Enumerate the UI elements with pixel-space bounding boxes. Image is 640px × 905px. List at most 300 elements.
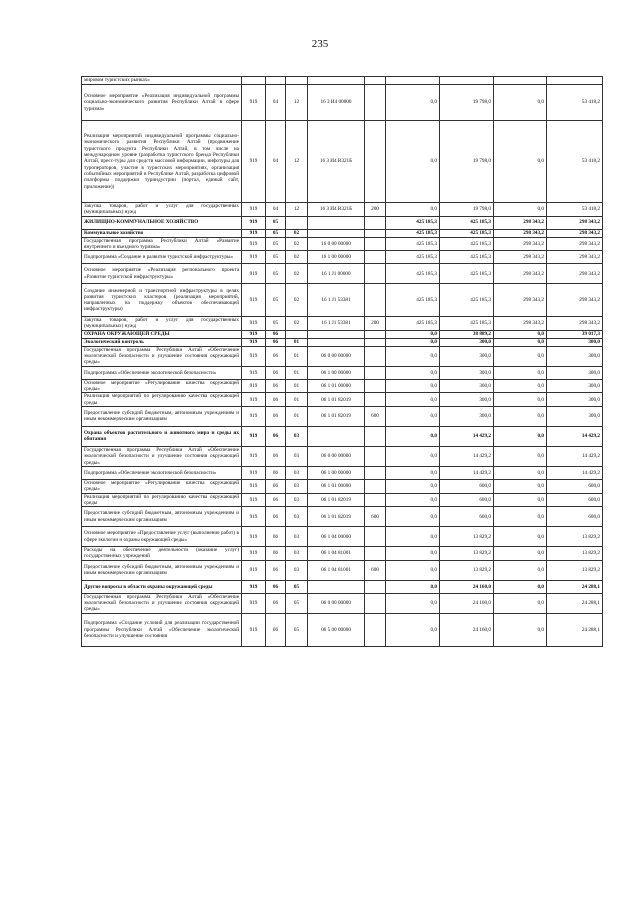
- table-row: [82, 121, 603, 203]
- row-target-code: 16 1 J1 53381: [308, 284, 365, 317]
- row-amount-4: 298 343,2: [547, 317, 603, 331]
- row-amount-4: 300,0: [547, 406, 603, 426]
- row-amount-3: 0,0: [494, 593, 547, 613]
- row-section-code: 05: [266, 264, 286, 284]
- table-row: [82, 77, 603, 85]
- row-expense-type-code: [365, 613, 386, 646]
- row-gr-code: 919: [242, 366, 266, 379]
- row-target-code: 16 3 И4 R321Б: [308, 203, 365, 217]
- row-subsection-code: 02: [286, 229, 308, 237]
- row-subsection-code: 03: [286, 493, 308, 507]
- row-section-code: 06: [266, 613, 286, 646]
- row-subsection-code: 03: [286, 446, 308, 466]
- row-expense-type-code: [365, 229, 386, 237]
- row-amount-4: 39 017,3: [547, 330, 603, 338]
- row-subsection-code: 03: [286, 507, 308, 527]
- table-row: [82, 560, 603, 580]
- row-gr-code: 919: [242, 580, 266, 593]
- row-expense-type-code: [365, 338, 386, 346]
- row-name: Подпрограмма «Обеспечение экологической безопасности»: [82, 466, 242, 479]
- table-row: [82, 338, 603, 346]
- row-expense-type-code: [365, 379, 386, 393]
- row-name: мировом туристских рынках»: [82, 77, 242, 85]
- row-amount-2: 300,0: [440, 393, 494, 407]
- row-amount-3: 0,0: [494, 330, 547, 338]
- row-expense-type-code: [365, 85, 386, 121]
- row-expense-type-code: [365, 593, 386, 613]
- table-row: [82, 229, 603, 237]
- row-amount-3: 0,0: [494, 203, 547, 217]
- row-name: Государственная программа Республики Алтай «Обеспечение экологической безопасности и улучшение состояния окружающей среды»: [82, 346, 242, 366]
- row-amount-2: 14 429,2: [440, 426, 494, 446]
- row-gr-code: 919: [242, 466, 266, 479]
- row-target-code: 06 0 00 00000: [308, 346, 365, 366]
- table-row: [82, 446, 603, 466]
- row-gr-code: 919: [242, 479, 266, 493]
- row-name: Основное мероприятие «Реализация индивидуальной программы социально-экономического развития Республики Алтай в сфере туризма»: [82, 85, 242, 121]
- row-section-code: 05: [266, 251, 286, 264]
- row-amount-1: 425 185,3: [386, 317, 440, 331]
- row-amount-4: 24 288,1: [547, 580, 603, 593]
- row-section-code: 05: [266, 284, 286, 317]
- row-target-code: 06 1 00 00000: [308, 466, 365, 479]
- table-row: [82, 346, 603, 366]
- row-expense-type-code: 200: [365, 203, 386, 217]
- row-expense-type-code: [365, 284, 386, 317]
- row-subsection-code: 02: [286, 264, 308, 284]
- row-amount-2: 300,0: [440, 366, 494, 379]
- row-name: Государственная программа Республики Алтай «Развитие внутреннего и въездного туризма»: [82, 237, 242, 251]
- row-amount-4: 298 343,2: [547, 237, 603, 251]
- row-expense-type-code: [365, 237, 386, 251]
- row-amount-1: 0,0: [386, 613, 440, 646]
- row-amount-4: 298 343,2: [547, 284, 603, 317]
- row-amount-1: 425 185,3: [386, 216, 440, 229]
- row-amount-4: 13 829,2: [547, 560, 603, 580]
- row-amount-1: 0,0: [386, 479, 440, 493]
- row-expense-type-code: [365, 251, 386, 264]
- row-expense-type-code: 600: [365, 507, 386, 527]
- row-name: Государственная программа Республики Алтай «Обеспечение экологической безопасности и улучшение состояния окружающей среды»: [82, 446, 242, 466]
- table-row: [82, 237, 603, 251]
- row-gr-code: 919: [242, 203, 266, 217]
- row-amount-1: 0,0: [386, 493, 440, 507]
- row-section-code: 06: [266, 366, 286, 379]
- row-expense-type-code: [365, 264, 386, 284]
- table-row: [82, 580, 603, 593]
- row-amount-1: [386, 77, 440, 85]
- row-amount-2: 425 185,3: [440, 264, 494, 284]
- row-amount-4: 300,0: [547, 366, 603, 379]
- row-amount-3: 0,0: [494, 346, 547, 366]
- row-amount-3: 0,0: [494, 85, 547, 121]
- row-target-code: 06 1 04 81001: [308, 547, 365, 561]
- row-gr-code: 919: [242, 317, 266, 331]
- row-gr-code: 919: [242, 284, 266, 317]
- row-section-code: 06: [266, 493, 286, 507]
- row-amount-4: 24 288,1: [547, 613, 603, 646]
- row-name: Предоставление субсидий бюджетным, автономным учреждениям и иным некоммерческим организациям: [82, 406, 242, 426]
- row-amount-2: 19 798,0: [440, 85, 494, 121]
- row-gr-code: 919: [242, 330, 266, 338]
- table-row: [82, 203, 603, 217]
- row-section-code: 05: [266, 317, 286, 331]
- row-amount-4: 13 829,2: [547, 527, 603, 547]
- row-amount-4: 53 418,2: [547, 203, 603, 217]
- row-amount-3: 0,0: [494, 493, 547, 507]
- row-name: Подпрограмма «Создание и развитие туристской инфраструктуры»: [82, 251, 242, 264]
- row-amount-2: 425 185,3: [440, 229, 494, 237]
- table-row: [82, 493, 603, 507]
- row-amount-2: 300,0: [440, 379, 494, 393]
- row-amount-2: 425 185,3: [440, 284, 494, 317]
- table-row: [82, 264, 603, 284]
- row-expense-type-code: [365, 426, 386, 446]
- row-gr-code: 919: [242, 426, 266, 446]
- row-section-code: 05: [266, 229, 286, 237]
- row-expense-type-code: [365, 547, 386, 561]
- row-amount-4: [547, 77, 603, 85]
- row-subsection-code: 03: [286, 479, 308, 493]
- row-amount-3: 0,0: [494, 479, 547, 493]
- row-name: Предоставление субсидий бюджетным, автономным учреждениям и иным некоммерческим организациям: [82, 560, 242, 580]
- table-row: [82, 85, 603, 121]
- row-subsection-code: 02: [286, 237, 308, 251]
- row-amount-2: 24 160,0: [440, 613, 494, 646]
- row-amount-1: 425 185,3: [386, 237, 440, 251]
- row-target-code: 06 5 00 00000: [308, 613, 365, 646]
- table-row: [82, 547, 603, 561]
- row-amount-4: 53 418,2: [547, 121, 603, 203]
- row-amount-2: 13 829,2: [440, 560, 494, 580]
- row-name: Подпрограмма «Создание условий для реализации государственной программы Республики Алтай «Обеспечение экологической безопасности и улучшение состояния: [82, 613, 242, 646]
- row-amount-4: 298 343,2: [547, 216, 603, 229]
- row-subsection-code: 01: [286, 393, 308, 407]
- row-target-code: 06 0 00 00000: [308, 446, 365, 466]
- row-amount-1: 0,0: [386, 446, 440, 466]
- row-expense-type-code: 200: [365, 317, 386, 331]
- row-gr-code: 919: [242, 346, 266, 366]
- row-amount-4: 13 829,2: [547, 547, 603, 561]
- row-amount-3: 0,0: [494, 426, 547, 446]
- row-amount-4: 14 429,2: [547, 466, 603, 479]
- row-section-code: 06: [266, 479, 286, 493]
- row-subsection-code: 12: [286, 85, 308, 121]
- row-amount-1: 0,0: [386, 121, 440, 203]
- row-target-code: [308, 338, 365, 346]
- row-amount-2: 19 798,0: [440, 121, 494, 203]
- row-amount-4: 298 343,2: [547, 229, 603, 237]
- row-amount-1: 0,0: [386, 393, 440, 407]
- table-row: [82, 507, 603, 527]
- row-amount-2: 425 185,3: [440, 237, 494, 251]
- row-amount-1: 425 185,3: [386, 264, 440, 284]
- row-subsection-code: 03: [286, 466, 308, 479]
- row-section-code: 06: [266, 426, 286, 446]
- row-gr-code: 919: [242, 338, 266, 346]
- row-subsection-code: [286, 77, 308, 85]
- row-amount-3: 0,0: [494, 121, 547, 203]
- table-row: [82, 593, 603, 613]
- budget-table: [81, 76, 603, 647]
- row-amount-1: 0,0: [386, 547, 440, 561]
- row-amount-3: 0,0: [494, 507, 547, 527]
- row-target-code: [308, 229, 365, 237]
- row-amount-4: 600,0: [547, 493, 603, 507]
- row-amount-3: 0,0: [494, 446, 547, 466]
- row-target-code: [308, 216, 365, 229]
- row-target-code: 16 1 J1 00000: [308, 264, 365, 284]
- row-target-code: 06 1 01 00000: [308, 479, 365, 493]
- row-target-code: [308, 330, 365, 338]
- row-subsection-code: 02: [286, 317, 308, 331]
- row-target-code: 06 1 01 82019: [308, 393, 365, 407]
- row-amount-1: 0,0: [386, 366, 440, 379]
- row-amount-4: 300,0: [547, 338, 603, 346]
- row-amount-2: 24 160,0: [440, 580, 494, 593]
- row-expense-type-code: [365, 393, 386, 407]
- row-amount-1: 0,0: [386, 330, 440, 338]
- row-expense-type-code: [365, 479, 386, 493]
- row-amount-1: 0,0: [386, 346, 440, 366]
- row-name: Закупка товаров, работ и услуг для государственных (муниципальных) нужд: [82, 317, 242, 331]
- row-amount-4: 600,0: [547, 479, 603, 493]
- row-amount-4: 300,0: [547, 393, 603, 407]
- row-target-code: 16 3 И4 R321Б: [308, 121, 365, 203]
- row-amount-2: 300,0: [440, 338, 494, 346]
- row-amount-3: 0,0: [494, 338, 547, 346]
- row-expense-type-code: [365, 493, 386, 507]
- row-name: Государственная программа Республики Алтай «Обеспечение экологической безопасности и улучшение состояния окружающей среды»: [82, 593, 242, 613]
- row-amount-3: 298 343,2: [494, 251, 547, 264]
- row-section-code: 06: [266, 507, 286, 527]
- row-amount-3: [494, 77, 547, 85]
- row-amount-1: 0,0: [386, 85, 440, 121]
- row-section-code: 06: [266, 338, 286, 346]
- row-subsection-code: 01: [286, 406, 308, 426]
- row-amount-3: 0,0: [494, 547, 547, 561]
- row-amount-2: 425 185,3: [440, 251, 494, 264]
- row-amount-2: 38 889,2: [440, 330, 494, 338]
- row-gr-code: 919: [242, 121, 266, 203]
- row-amount-2: [440, 77, 494, 85]
- row-expense-type-code: [365, 580, 386, 593]
- row-amount-2: 14 429,2: [440, 446, 494, 466]
- row-subsection-code: [286, 216, 308, 229]
- table-row: [82, 613, 603, 646]
- row-target-code: 16 1 00 00000: [308, 251, 365, 264]
- row-amount-4: 24 288,1: [547, 593, 603, 613]
- row-section-code: 06: [266, 593, 286, 613]
- row-amount-3: 0,0: [494, 393, 547, 407]
- row-amount-2: 14 429,2: [440, 466, 494, 479]
- row-target-code: 16 3 И4 00000: [308, 85, 365, 121]
- table-row: [82, 284, 603, 317]
- row-section-code: 06: [266, 446, 286, 466]
- row-section-code: 06: [266, 393, 286, 407]
- row-subsection-code: 12: [286, 121, 308, 203]
- row-amount-2: 19 798,0: [440, 203, 494, 217]
- row-expense-type-code: [365, 446, 386, 466]
- budget-table-body: [82, 77, 603, 647]
- row-amount-2: 425 185,3: [440, 317, 494, 331]
- row-gr-code: [242, 77, 266, 85]
- row-gr-code: 919: [242, 527, 266, 547]
- row-amount-3: 0,0: [494, 379, 547, 393]
- row-amount-2: 24 160,0: [440, 593, 494, 613]
- row-subsection-code: 12: [286, 203, 308, 217]
- row-amount-1: 0,0: [386, 593, 440, 613]
- row-amount-1: 0,0: [386, 527, 440, 547]
- row-section-code: 05: [266, 216, 286, 229]
- row-amount-2: 300,0: [440, 346, 494, 366]
- row-name: Коммунальное хозяйство: [82, 229, 242, 237]
- row-section-code: 06: [266, 346, 286, 366]
- row-name: Основное мероприятие «Предоставление услуг (выполнение работ) в сфере экологии и охраны окружающей среды»: [82, 527, 242, 547]
- row-subsection-code: 02: [286, 284, 308, 317]
- row-name: Подпрограмма «Обеспечение экологической безопасности»: [82, 366, 242, 379]
- row-gr-code: 919: [242, 446, 266, 466]
- page-number: 235: [311, 38, 329, 50]
- row-section-code: 06: [266, 527, 286, 547]
- row-amount-1: 0,0: [386, 580, 440, 593]
- row-subsection-code: 03: [286, 426, 308, 446]
- row-amount-1: 0,0: [386, 466, 440, 479]
- row-section-code: 04: [266, 203, 286, 217]
- row-amount-4: 14 429,2: [547, 426, 603, 446]
- row-target-code: 06 1 01 82019: [308, 507, 365, 527]
- row-expense-type-code: [365, 121, 386, 203]
- row-name: Создание инженерной и транспортной инфраструктуры в целях развития туристских кластеров (реализация мероприятий, направленных на поддержку объектов обеспечивающей инфраструктуры): [82, 284, 242, 317]
- row-section-code: 06: [266, 560, 286, 580]
- row-amount-3: 0,0: [494, 580, 547, 593]
- row-amount-1: 0,0: [386, 379, 440, 393]
- row-amount-1: 0,0: [386, 426, 440, 446]
- row-gr-code: 919: [242, 560, 266, 580]
- row-amount-1: 425 185,3: [386, 284, 440, 317]
- row-target-code: 16 1 J1 53381: [308, 317, 365, 331]
- row-subsection-code: 03: [286, 527, 308, 547]
- table-row: [82, 366, 603, 379]
- row-amount-3: 298 343,2: [494, 216, 547, 229]
- row-section-code: 05: [266, 237, 286, 251]
- row-subsection-code: 05: [286, 580, 308, 593]
- row-amount-4: 14 429,2: [547, 446, 603, 466]
- table-row: [82, 216, 603, 229]
- row-amount-2: 600,0: [440, 507, 494, 527]
- row-amount-4: 300,0: [547, 379, 603, 393]
- row-name: Реализация мероприятий по регулированию качества окружающей среды: [82, 493, 242, 507]
- row-amount-3: 0,0: [494, 406, 547, 426]
- table-row: [82, 379, 603, 393]
- row-gr-code: 919: [242, 379, 266, 393]
- row-expense-type-code: [365, 77, 386, 85]
- row-amount-3: 298 343,2: [494, 229, 547, 237]
- row-subsection-code: 03: [286, 560, 308, 580]
- row-subsection-code: 01: [286, 346, 308, 366]
- row-amount-3: 0,0: [494, 466, 547, 479]
- row-gr-code: 919: [242, 507, 266, 527]
- row-amount-1: 0,0: [386, 406, 440, 426]
- row-amount-2: 300,0: [440, 406, 494, 426]
- row-gr-code: 919: [242, 406, 266, 426]
- row-section-code: 04: [266, 121, 286, 203]
- row-gr-code: 919: [242, 493, 266, 507]
- row-amount-3: 0,0: [494, 560, 547, 580]
- row-subsection-code: 01: [286, 379, 308, 393]
- row-target-code: 06 0 00 00000: [308, 593, 365, 613]
- row-amount-4: 298 343,2: [547, 251, 603, 264]
- row-amount-1: 0,0: [386, 203, 440, 217]
- row-amount-3: 298 343,2: [494, 237, 547, 251]
- row-target-code: [308, 580, 365, 593]
- row-name: Закупка товаров, работ и услуг для государственных (муниципальных) нужд: [82, 203, 242, 217]
- row-expense-type-code: 600: [365, 560, 386, 580]
- row-name: Реализация мероприятий по регулированию качества окружающей среды: [82, 393, 242, 407]
- row-amount-3: 0,0: [494, 613, 547, 646]
- row-amount-2: 425 185,3: [440, 216, 494, 229]
- table-row: [82, 251, 603, 264]
- row-name: Расходы на обеспечение деятельности (оказание услуг) государственных учреждений: [82, 547, 242, 561]
- row-subsection-code: 01: [286, 338, 308, 346]
- row-amount-4: 298 343,2: [547, 264, 603, 284]
- table-row: [82, 426, 603, 446]
- row-target-code: 06 1 04 00000: [308, 527, 365, 547]
- row-section-code: 06: [266, 379, 286, 393]
- row-section-code: 06: [266, 580, 286, 593]
- row-target-code: 06 1 01 82019: [308, 493, 365, 507]
- row-target-code: 06 1 01 00000: [308, 379, 365, 393]
- row-section-code: 06: [266, 466, 286, 479]
- table-row: [82, 527, 603, 547]
- row-name: Основное мероприятие «Регулирование качества окружающей среды»: [82, 479, 242, 493]
- row-amount-4: 600,0: [547, 507, 603, 527]
- row-name: ОХРАНА ОКРУЖАЮЩЕЙ СРЕДЫ: [82, 330, 242, 338]
- row-amount-3: 298 343,2: [494, 284, 547, 317]
- row-amount-1: 0,0: [386, 338, 440, 346]
- row-section-code: 06: [266, 406, 286, 426]
- row-subsection-code: 05: [286, 593, 308, 613]
- table-row: [82, 330, 603, 338]
- row-amount-4: 300,0: [547, 346, 603, 366]
- row-expense-type-code: [365, 366, 386, 379]
- row-amount-1: 425 185,3: [386, 229, 440, 237]
- row-amount-2: 600,0: [440, 493, 494, 507]
- row-subsection-code: 05: [286, 613, 308, 646]
- row-target-code: [308, 77, 365, 85]
- row-gr-code: 919: [242, 251, 266, 264]
- row-gr-code: 919: [242, 216, 266, 229]
- row-target-code: 06 1 04 81001: [308, 560, 365, 580]
- row-subsection-code: [286, 330, 308, 338]
- row-expense-type-code: [365, 346, 386, 366]
- row-subsection-code: 01: [286, 366, 308, 379]
- row-name: Предоставление субсидий бюджетным, автономным учреждениям и иным некоммерческим организациям: [82, 507, 242, 527]
- row-section-code: [266, 77, 286, 85]
- row-gr-code: 919: [242, 547, 266, 561]
- row-target-code: 16 0 00 00000: [308, 237, 365, 251]
- row-name: Реализация мероприятий индивидуальной программы социально-экономического развития Республики Алтай (продвижение туристского продукта Республики Алтай, в том числе на международном уровне (разработка туристского бренда Республики Алтай, пресс-туры для средств массовой информации, инфотуры для туроператоров, участие в туристских мероприятиях, организация событийных мероприятий в Республике Алтай, разработка цифровой платформы поддержки туриндустрии (портал, единый сайт, приложение)): [82, 121, 242, 203]
- table-row: [82, 317, 603, 331]
- row-subsection-code: 02: [286, 251, 308, 264]
- row-gr-code: 919: [242, 264, 266, 284]
- row-amount-1: 0,0: [386, 560, 440, 580]
- row-gr-code: 919: [242, 593, 266, 613]
- row-name: Основное мероприятие «Реализация регионального проекта «Развитие туристской инфраструктуры»: [82, 264, 242, 284]
- row-amount-2: 600,0: [440, 479, 494, 493]
- row-amount-3: 298 343,2: [494, 317, 547, 331]
- row-amount-3: 0,0: [494, 366, 547, 379]
